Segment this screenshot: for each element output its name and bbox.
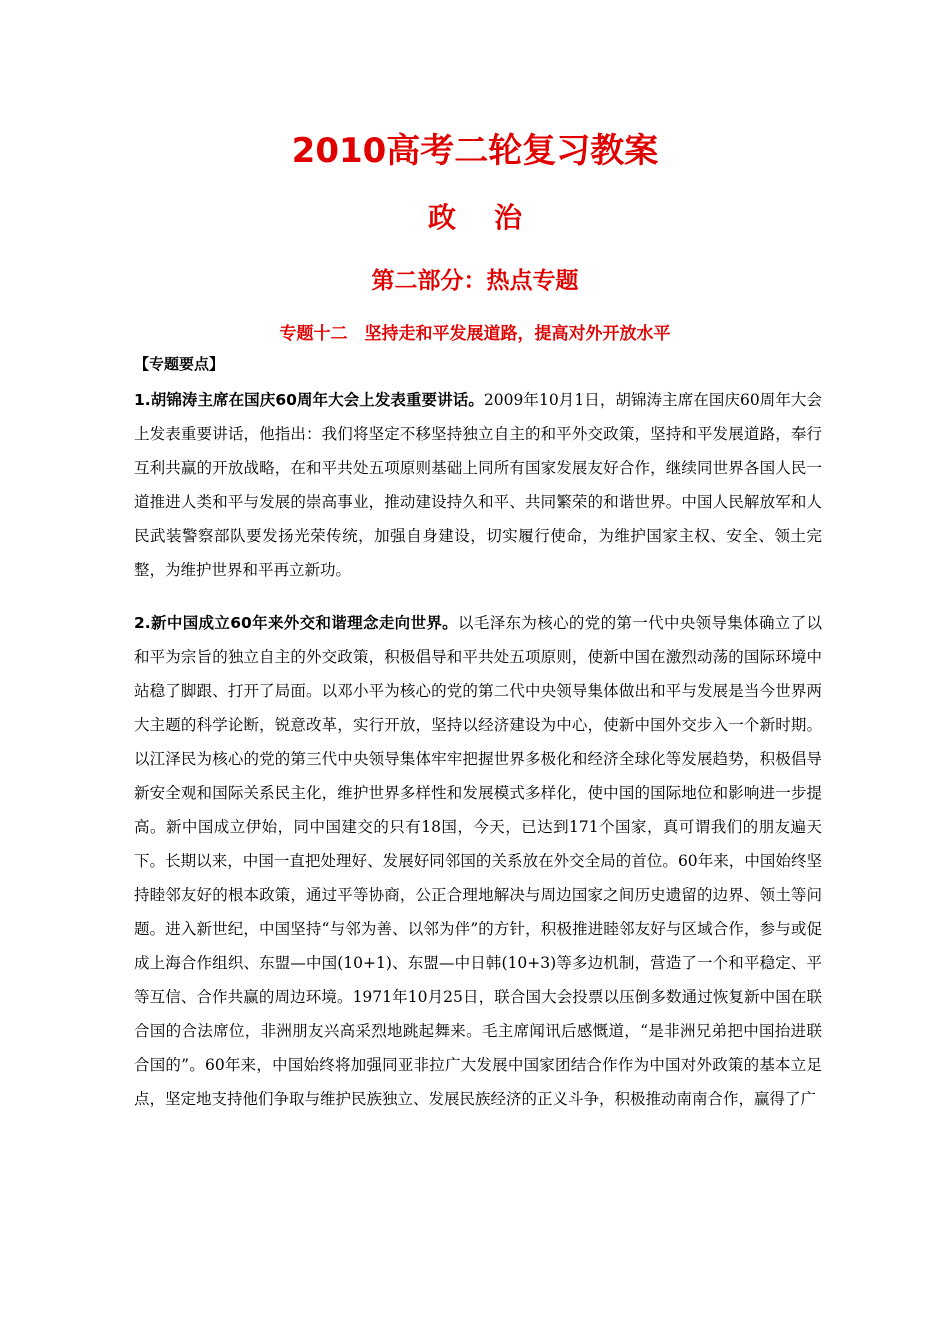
paragraph-1-lead: 1.胡锦涛主席在国庆60周年大会上发表重要讲话。 bbox=[134, 391, 484, 409]
paragraph-2-lead: 2.新中国成立60年来外交和谐理念走向世界。 bbox=[134, 614, 459, 632]
subject-title: 政治 bbox=[427, 201, 560, 234]
part-title: 第二部分：热点专题 bbox=[371, 268, 579, 294]
topic-title: 专题十二 坚持走和平发展道路，提高对外开放水平 bbox=[279, 324, 671, 344]
paragraph-2-text: 以毛泽东为核心的党的第一代中央领导集体确立了以和平为宗旨的独立自主的外交政策，积极倡导和平共处五项原则，使新中国在激烈动荡的国际环境中站稳了脚跟、打开了局面。以邓小平为核心的党的第二代中央领导集体做出和平与发展是当今世界两大主题的科学论断，锐意改革，实行开放，坚持以经济建设为中心，使新中国外交步入一个新时期。以江泽民为核心的党的第三代中央领导集体牢牢把握世界多极化和经济全球化等发展趋势，积极倡导新安全观和国际关系民主化，维护世界多样性和发展模式多样化，使中国的国际地位和影响进一步提高。新中国成立伊始，同中国建交的只有18国，今天，已达到171个国家，真可谓我们的朋友遍天下。长期以来，中国一直把处理好、发展好同邻国的关系放在外交全局的首位。60年来，中国始终坚持睦邻友好的根本政策，通过平等协商，公正合理地解决与周边国家之间历史遗留的边界、领土等问题。进入新世纪，中国坚持“与邻为善、以邻为伴”的方针，积极推进睦邻友好与区域合作，参与或促成上海合作组织、东盟—中国(10+1)、东盟—中日韩(10+3)等多边机制，营造了一个和平稳定、平等互信、合作共赢的周边环境。1971年10月25日，联合国大会投票以压倒多数通过恢复新中国在联合国的合法席位，非洲朋友兴高采烈地跳起舞来。毛主席闻讯后感慨道，“是非洲兄弟把中国抬进联合国的”。60年来，中国始终将加强同亚非拉广大发展中国家团结合作作为中国对外政策的基本立足点，坚定地支持他们争取与维护民族独立、发展民族经济的正义斗争，积极推动南南合作，赢得了广 bbox=[134, 614, 822, 1108]
paragraph-1-text: 2009年10月1日，胡锦涛主席在国庆60周年大会上发表重要讲话，他指出：我们将坚定不移坚持独立自主的和平外交政策，坚持和平发展道路，奉行互利共赢的开放战略，在和平共处五项原则基础上同所有国家发展友好合作，继续同世界各国人民一道推进人类和平与发展的崇高事业，推动建设持久和平、共同繁荣的和谐世界。中国人民解放军和人民武装警察部队要发扬光荣传统，加强自身建设，切实履行使命，为维护国家主权、安全、领土完整，为维护世界和平再立新功。 bbox=[134, 391, 822, 579]
paragraph-2 bbox=[134, 606, 822, 1116]
document-title: 2010高考二轮复习教案 bbox=[291, 131, 659, 171]
section-heading: 【专题要点】 bbox=[134, 355, 225, 373]
paragraph-1 bbox=[134, 383, 822, 587]
